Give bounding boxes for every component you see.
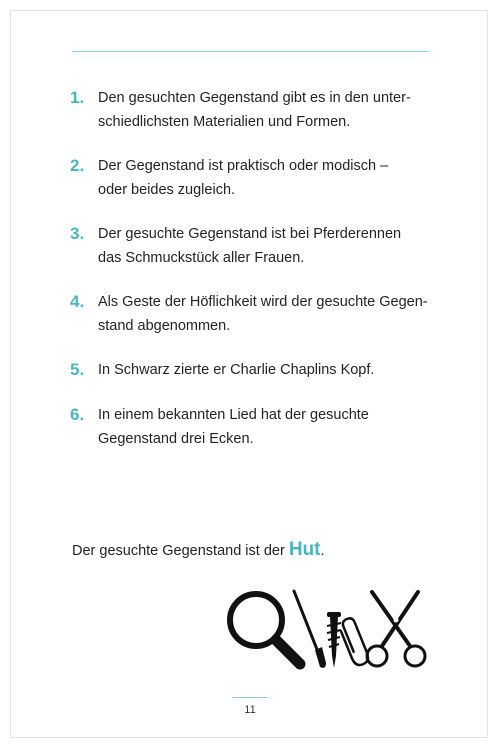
clue-line: Den gesuchten Gegenstand gibt es in den unter-	[98, 90, 411, 106]
answer-suffix: .	[320, 543, 325, 559]
clue-line: Der Gegenstand ist praktisch oder modisch –	[98, 158, 389, 174]
clue-text	[98, 403, 369, 451]
clue-item	[70, 290, 440, 358]
clue-list	[70, 86, 440, 471]
clue-number: 4.	[70, 292, 85, 311]
clue-number: 3.	[70, 224, 85, 243]
page-number: 11	[244, 704, 256, 716]
clue-item	[70, 86, 440, 154]
clue-item	[70, 154, 440, 222]
magnifying-glass-icon	[230, 594, 300, 664]
clue-line: stand abgenommen.	[98, 318, 231, 334]
clue-line: Der gesuchte Gegenstand ist bei Pferderennen	[98, 226, 402, 242]
page-number-divider	[232, 697, 268, 698]
clue-item	[70, 403, 440, 471]
tool-illustration	[222, 586, 432, 676]
top-divider	[72, 51, 428, 52]
clue-line: das Schmuckstück aller Frauen.	[98, 250, 305, 266]
answer-word: Hut	[288, 539, 321, 560]
clue-number: 1.	[70, 88, 85, 107]
clue-number: 5.	[70, 360, 85, 379]
answer-prefix: Der gesuchte Gegenstand ist der	[72, 543, 289, 559]
clue-line: Als Geste der Höflichkeit wird der gesuchte Gegen-	[98, 294, 428, 310]
clue-text	[98, 86, 411, 134]
clue-text	[98, 222, 401, 270]
screw-icon	[327, 612, 341, 668]
clue-line: In einem bekannten Lied hat der gesuchte	[98, 407, 369, 423]
clue-text	[98, 358, 374, 382]
scissors-icon	[367, 592, 425, 666]
clue-line: In Schwarz zierte er Charlie Chaplins Kopf.	[98, 362, 375, 378]
clue-item	[70, 222, 440, 290]
clue-line: schiedlichsten Materialien und Formen.	[98, 114, 351, 130]
paperclip-icon	[338, 617, 371, 667]
clue-number: 2.	[70, 156, 85, 175]
clue-number: 6.	[70, 405, 85, 424]
clue-item	[70, 358, 440, 403]
clue-line: oder beides zugleich.	[98, 182, 236, 198]
clue-text	[98, 154, 388, 202]
clue-line: Gegenstand drei Ecken.	[98, 431, 254, 447]
answer-sentence	[72, 538, 325, 563]
clue-text	[98, 290, 428, 338]
